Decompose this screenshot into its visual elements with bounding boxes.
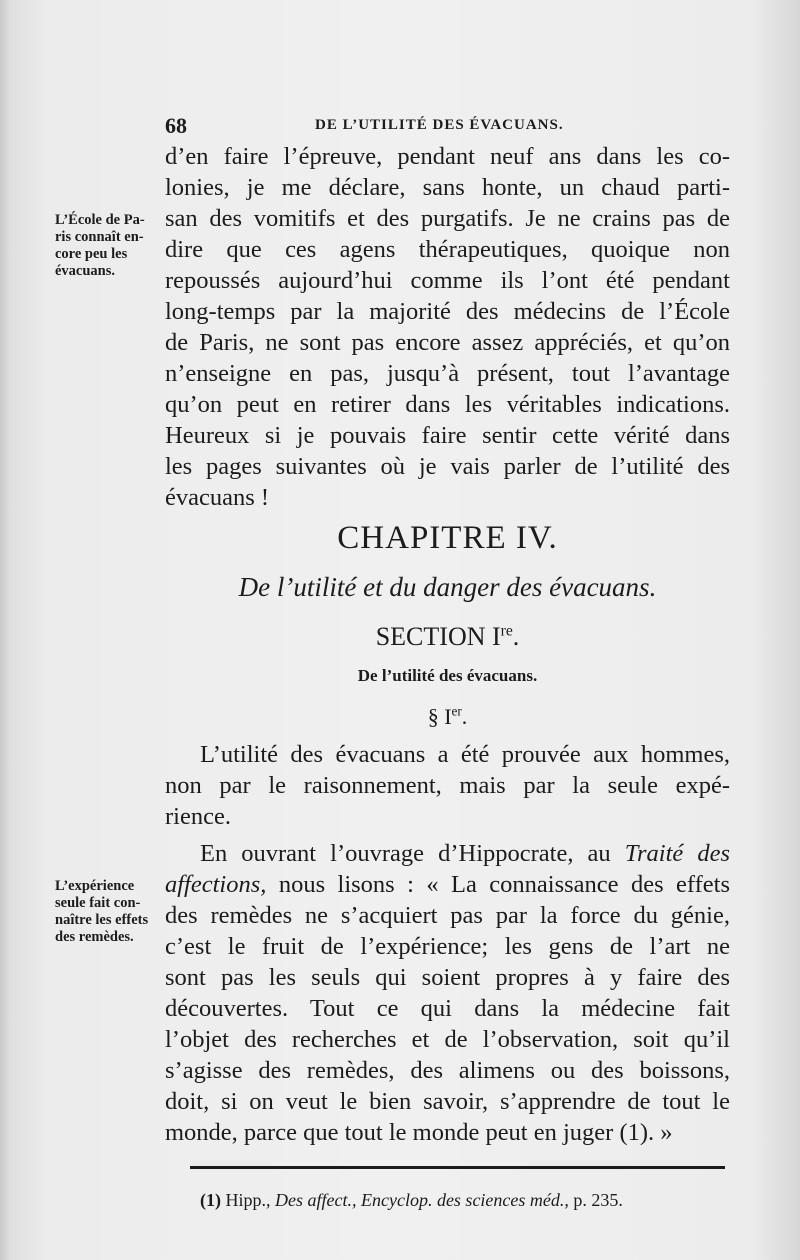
margin-note-line: évacuans. [55,263,116,279]
text-line: L’utilité des évacuans a été prouvée aux hommes, [200,741,730,768]
chapter-subtitle: De l’utilité et du danger des évacuans. [238,572,657,602]
text-line: l’objet des recherches et de l’observation, soit qu’il [165,1026,730,1053]
text-line: qu’on peut en retirer dans les véritables indications. [165,391,730,418]
section-subtitle: De l’utilité des évacuans. [357,666,538,685]
paragraph-mark [165,704,730,730]
footnote-author: Hipp., [221,1190,275,1210]
text-line: évacuans ! [165,484,270,511]
intro-paragraph [165,141,730,513]
page-edge-shadow [0,0,10,1260]
margin-note-line: ris connaît en- [55,229,144,245]
footnote-rule [190,1166,725,1169]
paragraph-one [165,739,730,832]
text-line: monde, parce que tout le monde peut en juger (1). » [165,1119,673,1146]
margin-note-line: L’École de Pa- [55,212,145,228]
margin-note-line: seule fait con- [55,895,141,911]
text-line: dire que ces agens thérapeutiques, quoique non [165,236,730,263]
text-line: long-temps par la majorité des médecins de l’École [165,298,730,325]
margin-note-line: des remèdes. [55,929,134,945]
text-line: de Paris, ne sont pas encore assez appréciés, et qu’on [165,329,730,356]
text-line: doit, si on veut le bien savoir, s’apprendre de tout le [165,1088,730,1115]
text-line: c’est le fruit de l’expérience; les gens de l’art ne [165,933,730,960]
text-line: d’en faire l’épreuve, pendant neuf ans dans les co- [165,143,730,170]
text-line: des remèdes ne s’acquiert pas par la force du génie, [165,902,730,929]
paragraph-two [165,838,730,1148]
text-line: lonies, je me déclare, sans honte, un chaud parti- [165,174,730,201]
footnote-page: p. 235. [568,1190,623,1210]
margin-note-line: core peu les [55,246,128,262]
text-line: rience. [165,803,231,830]
text-line: non par le raisonnement, mais par la seule expé- [165,772,730,799]
margin-note-experience [55,878,167,946]
page-number: 68 [165,113,187,138]
section-title-end: . [512,622,520,651]
paragraph-mark-text: § I [427,704,452,729]
text-line: Heureux si je pouvais faire sentir cette vérité dans [165,422,730,449]
margin-note-line: L’expérience [55,878,135,894]
section-title-sup: re [500,622,513,640]
text-line: repoussés aujourd’hui comme ils l’ont été pendant [165,267,730,294]
section-title-text: SECTION I [375,622,501,651]
footnote-mark: (1) [200,1190,221,1210]
margin-note-ecole [55,212,167,280]
footnote-work: Des affect., Encyclop. des sciences méd., [275,1190,569,1210]
margin-note-line: naître les effets [55,912,149,928]
text-line [165,838,730,869]
text-line: les pages suivantes où je vais parler de l’utilité des [165,453,730,480]
text-line [165,869,730,900]
running-title: DE L’UTILITÉ DES ÉVACUANS. [315,117,564,133]
paragraph-mark-sup: er [451,703,462,719]
text-line: sont pas les seuls qui soient propres à y faire des [165,964,730,991]
text-run-italic: Traité des [624,840,730,867]
text-run-italic: affections, [165,871,267,898]
chapter-title: CHAPITRE IV. [337,520,558,556]
text-line: san des vomitifs et des purgatifs. Je ne crains pas de [165,205,730,232]
text-line: n’enseigne en pas, jusqu’à présent, tout l’avantage [165,360,730,387]
text-line: découvertes. Tout ce qui dans la médecine fait [165,995,730,1022]
paragraph-mark-end: . [461,704,468,729]
text-line: s’agisse des remèdes, des alimens ou des boissons, [165,1057,730,1084]
section-title [165,622,730,652]
text-run: nous lisons : « La connaissance des effets [266,871,730,898]
footnote [200,1190,730,1211]
running-head [165,113,730,137]
text-run: En ouvrant l’ouvrage d’Hippocrate, au [200,840,625,867]
